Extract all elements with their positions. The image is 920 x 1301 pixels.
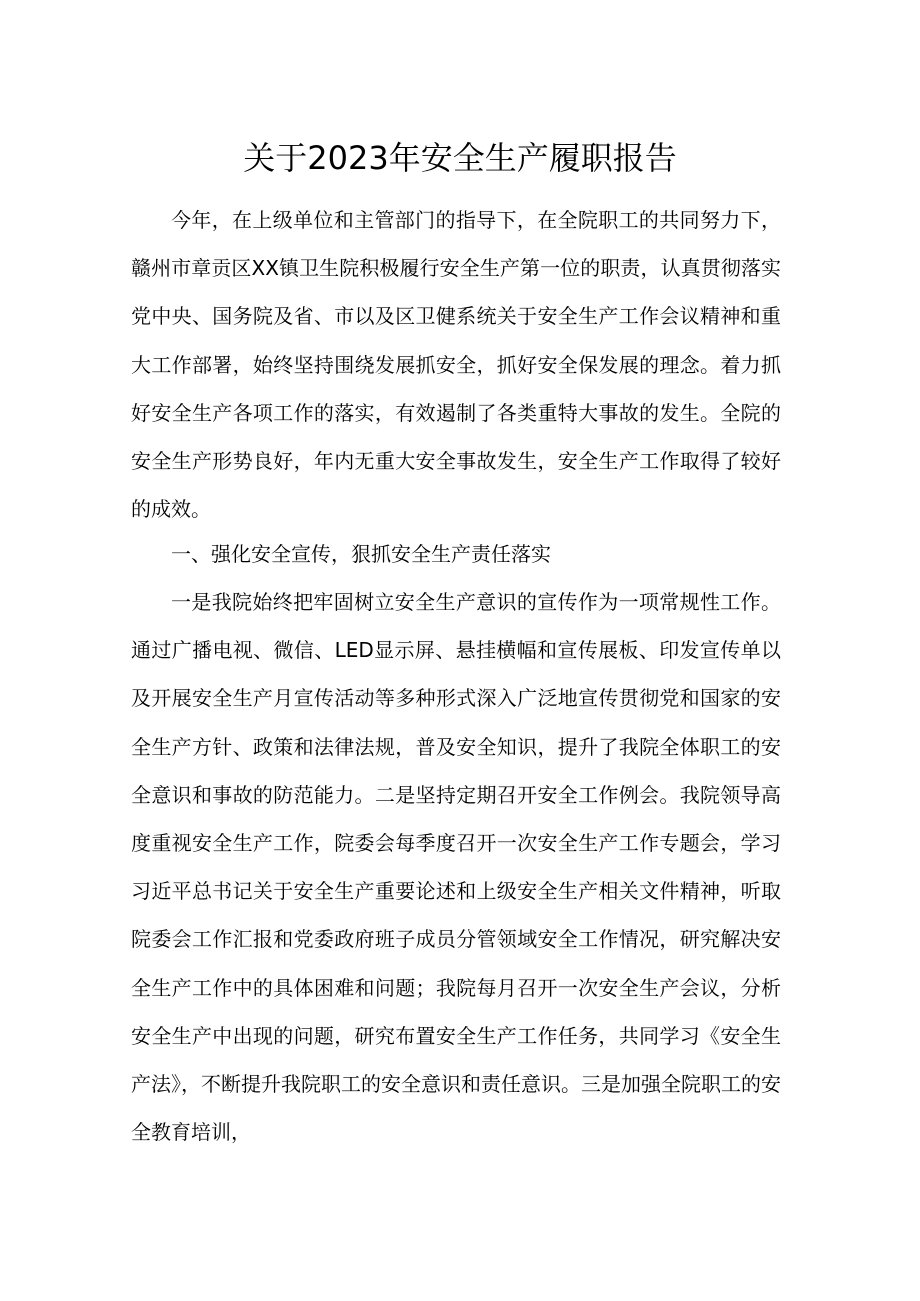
document-title: 关于2023年安全生产履职报告 — [243, 139, 677, 177]
section-1-paragraph: 一是我院始终把牢固树立安全生产意识的宣传作为一项常规性工作。通过广播电视、微信、LED显示屏、悬挂横幅和宣传展板、印发宣传单以及开展安全生产月宣传活动等多种形式深入广泛地宣传贯彻党和国家的安全生产方针、政策和法律法规，普及安全知识，提升了我院全体职工的安全意识和事故的防范能力。二是坚持定期召开安全工作例会。我院领导高度重视安全生产工作，院委会每季度召开一次安全生产工作专题会，学习习近平总书记关于安全生产重要论述和上级安全生产相关文件精神，听取院委会工作汇报和党委政府班子成员分管领域安全工作情况，研究解决安全生产工作中的具体困难和问题；我院每月召开一次安全生产会议，分析安全生产中出现的问题，研究布置安全生产工作任务，共同学习《安全生产法》，不断提升我院职工的安全意识和责任意识。三是加强全院职工的安全教育培训， — [131, 590, 781, 1145]
intro-paragraph: 今年，在上级单位和主管部门的指导下，在全院职工的共同努力下，赣州市章贡区XX镇卫生院积极履行安全生产第一位的职责，认真贯彻落实党中央、国务院及省、市以及区卫健系统关于安全生产工作会议精神和重大工作部署，始终坚持围绕发展抓安全，抓好安全保发展的理念。着力抓好安全生产各项工作的落实，有效遏制了各类重特大事故的发生。全院的安全生产形势良好，年内无重大安全事故发生，安全生产工作取得了较好的成效。 — [131, 208, 781, 522]
section-heading-1: 一、强化安全宣传，狠抓安全生产责任落实 — [171, 542, 551, 566]
